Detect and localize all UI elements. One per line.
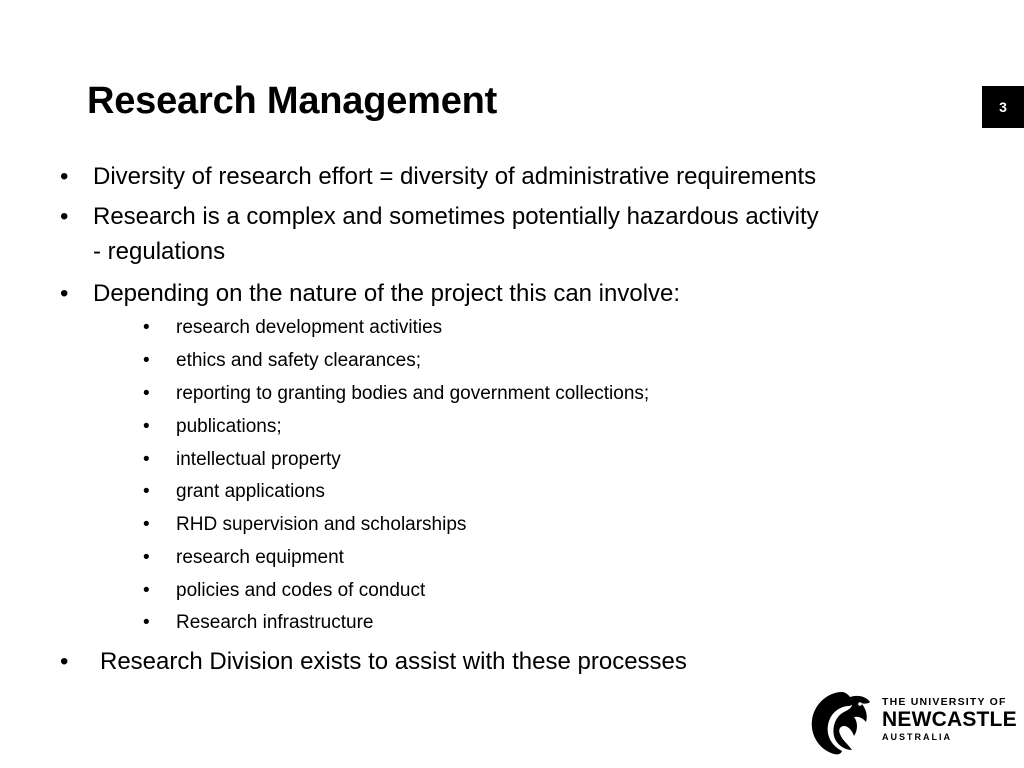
sub-bullet-marker: • — [143, 350, 150, 371]
page-number: 3 — [999, 99, 1007, 115]
sub-bullet-text: publications; — [176, 416, 282, 437]
sub-bullet-text: research equipment — [176, 547, 344, 568]
sub-bullet-marker: • — [143, 416, 150, 437]
bullet-marker: • — [60, 163, 69, 190]
sub-bullet-marker: • — [143, 612, 150, 633]
bullet-text: Depending on the nature of the project this can involve: — [93, 280, 681, 307]
bullet-marker: • — [60, 280, 69, 307]
seahorse-logo-icon — [808, 688, 878, 758]
sub-bullet-text: policies and codes of conduct — [176, 580, 426, 601]
sub-bullet-marker: • — [143, 580, 150, 601]
slide-title: Research Management — [87, 80, 498, 122]
bullet-text: Research Division exists to assist with these processes — [100, 648, 687, 675]
sub-bullet-text: RHD supervision and scholarships — [176, 514, 467, 535]
sub-bullet-text: Research infrastructure — [176, 612, 374, 633]
sub-bullet-text: grant applications — [176, 481, 325, 502]
sub-bullet-marker: • — [143, 383, 150, 404]
sub-bullet-text: ethics and safety clearances; — [176, 350, 422, 371]
sub-bullet-marker: • — [143, 449, 150, 470]
sub-bullet-marker: • — [143, 547, 150, 568]
bullet-continuation-text: - regulations — [93, 238, 226, 265]
sub-bullet-marker: • — [143, 514, 150, 535]
bullet-marker: • — [60, 203, 69, 230]
bullet-text: Diversity of research effort = diversity of administrative requirements — [93, 163, 817, 190]
university-logo — [808, 688, 1017, 758]
logo-text — [882, 696, 1017, 742]
logo-line-newcastle: NEWCASTLE — [882, 708, 1017, 731]
sub-bullet-text: reporting to granting bodies and government collections; — [176, 383, 650, 404]
logo-line-university-of: THE UNIVERSITY OF — [882, 696, 1007, 708]
sub-bullet-marker: • — [143, 481, 150, 502]
sub-bullet-marker: • — [143, 317, 150, 338]
logo-line-australia: AUSTRALIA — [882, 732, 952, 742]
bullet-marker: • — [60, 648, 69, 675]
sub-bullet-text: intellectual property — [176, 449, 341, 470]
bullet-text: Research is a complex and sometimes potentially hazardous activity — [93, 203, 819, 230]
sub-bullet-text: research development activities — [176, 317, 443, 338]
